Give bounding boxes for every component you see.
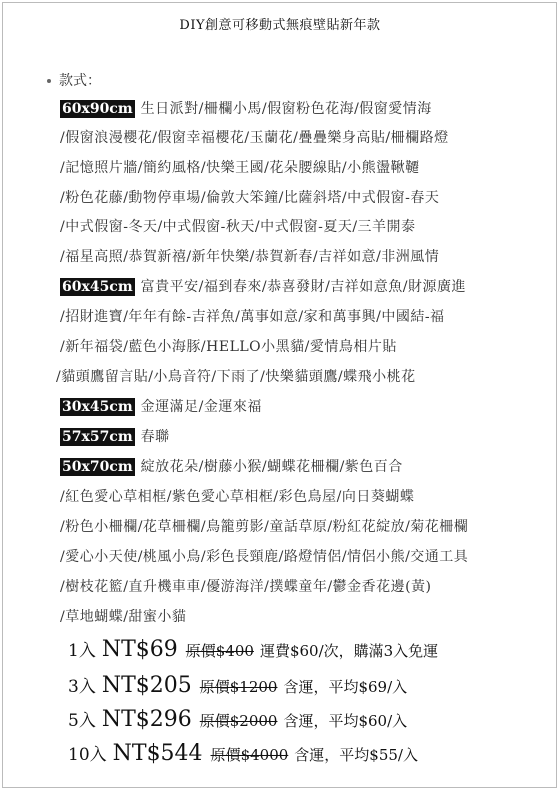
option-line: /草地蝴蝶/甜蜜小貓 (60, 609, 187, 625)
original-price: 原價$400 (185, 642, 254, 660)
size-badge: 57x57cm (62, 429, 133, 445)
option-line: /紅色愛心草相框/紫色愛心草相框/彩色鳥屋/向日葵蝴蝶 (60, 489, 415, 505)
price-row (68, 672, 407, 698)
page-border (2, 2, 557, 788)
option-line: /貓頭鷹留言貼/小鳥音符/下雨了/快樂貓頭鷹/蝶飛小桃花 (56, 369, 416, 385)
price-row (68, 740, 418, 766)
option-line: /福星高照/恭賀新禧/新年快樂/恭賀新春/吉祥如意/非洲風情 (60, 249, 440, 265)
option-line: /粉色花藤/動物停車場/倫敦大笨鐘/比薩斜塔/中式假窗-春天 (60, 190, 440, 206)
sale-price: NT$69 (101, 637, 178, 662)
price-note: 含運，平均$55/入 (294, 746, 418, 764)
price-note: 運費$60/次，購滿3入免運 (259, 642, 439, 660)
option-line: /愛心小天使/桃風小鳥/彩色長頸鹿/路燈情侶/情侶小熊/交通工具 (60, 549, 469, 565)
size-badge: 60x90cm (62, 101, 133, 117)
option-line: /記憶照片牆/簡約風格/快樂王國/花朵腰線貼/小熊盪鞦韆 (60, 160, 420, 176)
sale-price: NT$205 (101, 673, 192, 698)
option-text: 春聯 (140, 429, 170, 445)
option-line: /粉色小柵欄/花草柵欄/鳥籠剪影/童話草原/粉紅花綻放/菊花柵欄 (60, 519, 469, 535)
option-text: 富貴平安/福到春來/恭喜發財/吉祥如意魚/財源廣進 (140, 279, 467, 295)
sale-price: NT$296 (101, 707, 192, 732)
option-line (60, 396, 262, 416)
option-text: 綻放花朵/樹藤小猴/蝴蝶花柵欄/紫色百合 (140, 459, 403, 475)
option-line: /招財進寶/年年有餘-吉祥魚/萬事如意/家和萬事興/中國結-福 (60, 309, 445, 325)
price-note: 含運，平均$60/入 (283, 712, 408, 730)
original-price: 原價$1200 (199, 678, 278, 696)
option-line (60, 426, 170, 446)
option-text: 金運滿足/金運來福 (140, 399, 262, 415)
price-note: 含運，平均$69/入 (283, 678, 408, 696)
sale-price: NT$544 (112, 741, 203, 766)
quantity: 5入 (68, 711, 96, 731)
size-badge: 30x45cm (62, 399, 133, 415)
option-line: /假窗浪漫櫻花/假窗幸福櫻花/玉蘭花/疊疊樂身高貼/柵欄路燈 (60, 130, 449, 146)
option-line: /新年福袋/藍色小海豚/HELLO小黑貓/愛情鳥相片貼 (60, 339, 397, 355)
option-line (60, 276, 466, 296)
style-label: 款式： (59, 73, 101, 89)
quantity: 1入 (68, 641, 96, 661)
option-text: 生日派對/柵欄小馬/假窗粉色花海/假窗愛情海 (140, 101, 432, 117)
original-price: 原價$4000 (210, 746, 289, 764)
price-row (68, 636, 438, 662)
option-line (60, 98, 432, 118)
price-row (68, 706, 407, 732)
option-line: /樹枝花籃/直升機車車/優游海洋/撲蝶童年/鬱金香花邊(黃) (60, 579, 432, 595)
quantity: 10入 (68, 745, 107, 765)
page-title: DIY創意可移動式無痕壁貼新年款 (179, 18, 381, 33)
style-heading (47, 70, 101, 90)
size-badge: 60x45cm (62, 279, 133, 295)
size-badge: 50x70cm (62, 459, 133, 475)
original-price: 原價$2000 (199, 712, 278, 730)
option-line (60, 456, 403, 476)
bullet-icon (47, 79, 51, 83)
quantity: 3入 (68, 677, 96, 697)
option-line: /中式假窗-冬天/中式假窗-秋天/中式假窗-夏天/三羊開泰 (60, 219, 416, 235)
